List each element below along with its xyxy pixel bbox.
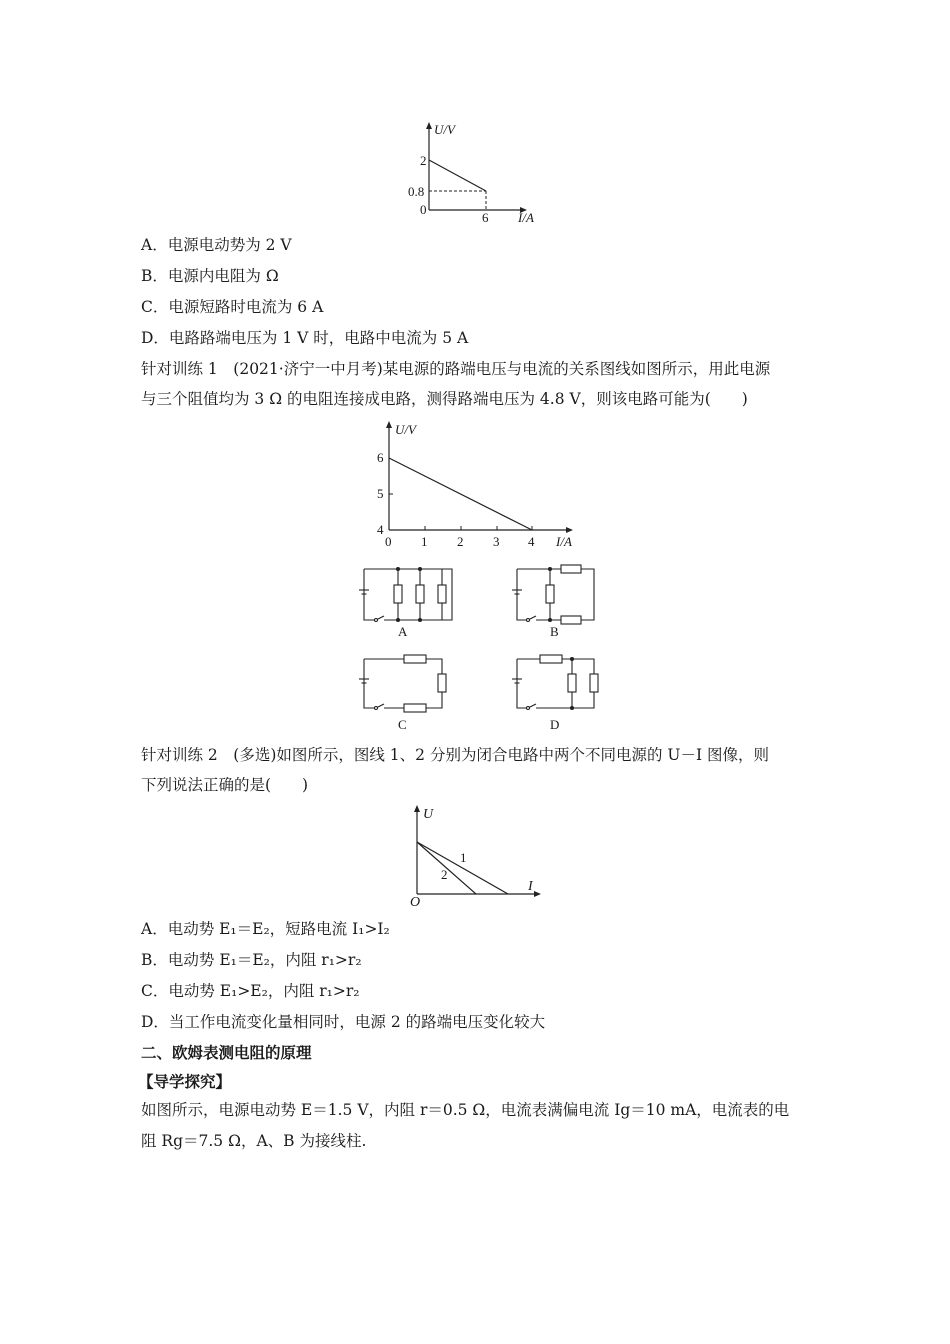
y-tick-5: 5 — [377, 486, 384, 501]
x-axis-arrow — [566, 527, 573, 533]
y-axis-label: U/V — [395, 422, 416, 437]
origin-label: O — [410, 895, 421, 908]
y-axis-arrow — [414, 805, 420, 812]
q1-option-c: C．电源短路时电流为 6 A — [141, 298, 324, 316]
x-tick-3: 3 — [493, 534, 500, 549]
y-axis-arrow — [426, 122, 432, 129]
circuit-b-label: B — [550, 624, 559, 639]
training2-line2: 下列说法正确的是( ) — [141, 776, 309, 794]
x-tick-0: 0 — [385, 534, 392, 549]
circuit-c — [359, 655, 446, 712]
ui-line — [389, 458, 532, 530]
x-axis-label: I/A — [518, 210, 534, 225]
y-axis-label: U — [423, 807, 434, 822]
x-tick-6: 6 — [482, 210, 489, 225]
q1-option-d: D．电路路端电压为 1 V 时，电路中电流为 5 A — [141, 329, 469, 347]
x-axis-label: I/A — [556, 534, 572, 549]
y-tick-6: 6 — [377, 450, 384, 465]
x-tick-4: 4 — [528, 534, 535, 549]
x-tick-1: 1 — [421, 534, 428, 549]
x-axis-label: I — [528, 879, 533, 894]
circuit-diagrams — [352, 562, 612, 738]
figure-1-graph — [400, 116, 550, 226]
circuit-a-label: A — [398, 624, 408, 639]
figure-3-graph — [400, 800, 560, 908]
x-axis-arrow — [534, 891, 541, 897]
y-axis-label: U/V — [434, 122, 455, 137]
x-tick-2: 2 — [457, 534, 464, 549]
line-1-label: 1 — [460, 850, 467, 865]
section2-para-line1: 如图所示，电源电动势 E＝1.5 V，内阻 r＝0.5 Ω，电流表满偏电流 Ig＝10 mA，电流表的电 — [141, 1101, 790, 1119]
q2-option-c: C．电动势 E₁>E₂，内阻 r₁>r₂ — [141, 982, 360, 1000]
y-axis-arrow — [386, 421, 392, 428]
q2-option-a: A．电动势 E₁＝E₂，短路电流 I₁>I₂ — [141, 920, 390, 938]
training1-line1: 针对训练 1 (2021·济宁一中月考)某电源的路端电压与电流的关系图线如图所示，用此电源 — [141, 360, 771, 378]
section2-subheading: 【导学探究】 — [138, 1072, 232, 1091]
circuit-a — [359, 568, 452, 622]
q2-option-b: B．电动势 E₁＝E₂，内阻 r₁>r₂ — [141, 951, 362, 969]
line-2-label: 2 — [441, 867, 448, 882]
y-tick-0.8: 0.8 — [408, 184, 425, 199]
circuit-d — [512, 655, 598, 710]
figure-2-graph — [360, 416, 590, 552]
section2-para-line2: 阻 Rg＝7.5 Ω，A、B 为接线柱. — [141, 1132, 367, 1150]
y-tick-2: 2 — [420, 153, 427, 168]
section2-heading: 二、欧姆表测电阻的原理 — [141, 1043, 312, 1062]
training2-line1: 针对训练 2 (多选)如图所示，图线 1、2 分别为闭合电路中两个不同电源的 U－I 图像，则 — [141, 746, 770, 764]
training1-line2: 与三个阻值均为 3 Ω 的电阻连接成电路，测得路端电压为 4.8 V，则该电路可能为( ) — [141, 390, 748, 408]
circuit-d-label: D — [550, 717, 560, 732]
origin-label: 0 — [420, 202, 427, 217]
circuit-c-label: C — [398, 717, 407, 732]
q2-option-d: D．当工作电流变化量相同时，电源 2 的路端电压变化较大 — [141, 1013, 546, 1031]
q1-option-b: B．电源内电阻为 Ω — [141, 267, 279, 285]
ui-line — [429, 160, 486, 191]
y-tick-4: 4 — [377, 522, 384, 537]
q1-option-a: A．电源电动势为 2 V — [141, 236, 292, 254]
circuit-b — [512, 565, 594, 624]
